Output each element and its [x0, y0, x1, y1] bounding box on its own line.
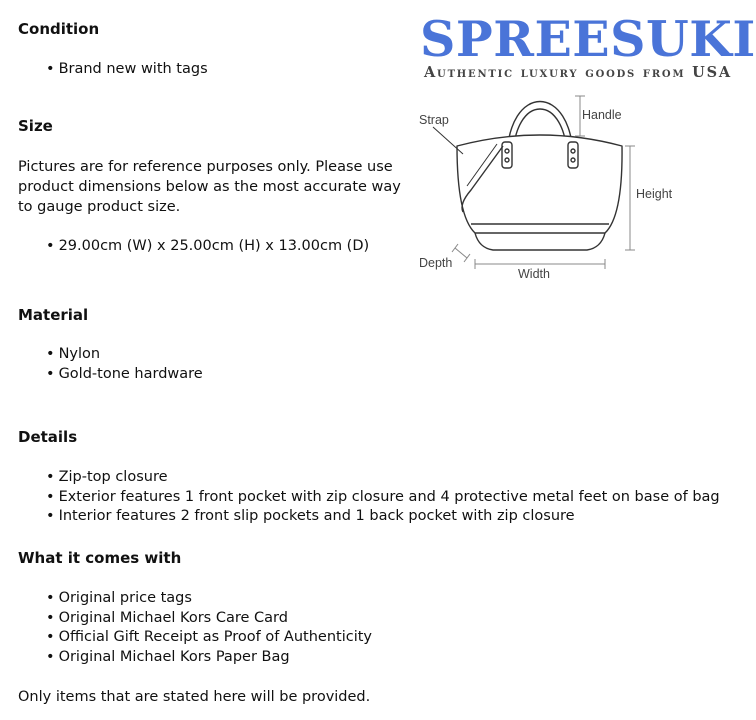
size-list [46, 237, 369, 257]
list-item: • Original price tags [46, 589, 372, 609]
list-item: • Official Gift Receipt as Proof of Authenticity [46, 628, 372, 648]
material-heading: Material [18, 306, 89, 324]
bag-body [457, 135, 622, 233]
handle-label: Handle [582, 108, 622, 122]
spreesuki-logo: SPREESUKI [420, 10, 756, 68]
details-heading: Details [18, 428, 78, 446]
size-note: Pictures are for reference purposes only. Please use product dimensions below as the most accurate way to gauge product size. [18, 159, 401, 215]
comes-with-heading: What it comes with [18, 549, 182, 567]
size-heading: Size [18, 117, 53, 135]
logo-tagline: Authentic luxury goods from USA [424, 64, 732, 81]
bag-dimension-diagram [415, 88, 715, 288]
list-item: • Exterior features 1 front pocket with zip closure and 4 protective metal feet on base of bag [46, 488, 720, 508]
comes-with-list [46, 589, 372, 667]
list-item: • Nylon [46, 345, 203, 365]
footer-note: Only items that are stated here will be provided. [18, 689, 371, 705]
depth-label: Depth [419, 256, 453, 270]
list-item: • Original Michael Kors Paper Bag [46, 648, 372, 668]
condition-list [46, 60, 208, 80]
list-item: • Brand new with tags [46, 60, 208, 80]
list-item: • Zip-top closure [46, 468, 720, 488]
list-item: • Interior features 2 front slip pockets and 1 back pocket with zip closure [46, 507, 720, 527]
width-label: Width [518, 267, 550, 281]
list-item: • Gold-tone hardware [46, 365, 203, 385]
condition-heading: Condition [18, 20, 100, 38]
material-list [46, 345, 203, 384]
strap-label: Strap [419, 113, 449, 127]
list-item: • 29.00cm (W) x 25.00cm (H) x 13.00cm (D) [46, 237, 369, 257]
details-list [46, 468, 720, 527]
height-label: Height [636, 187, 673, 201]
list-item: • Original Michael Kors Care Card [46, 609, 372, 629]
